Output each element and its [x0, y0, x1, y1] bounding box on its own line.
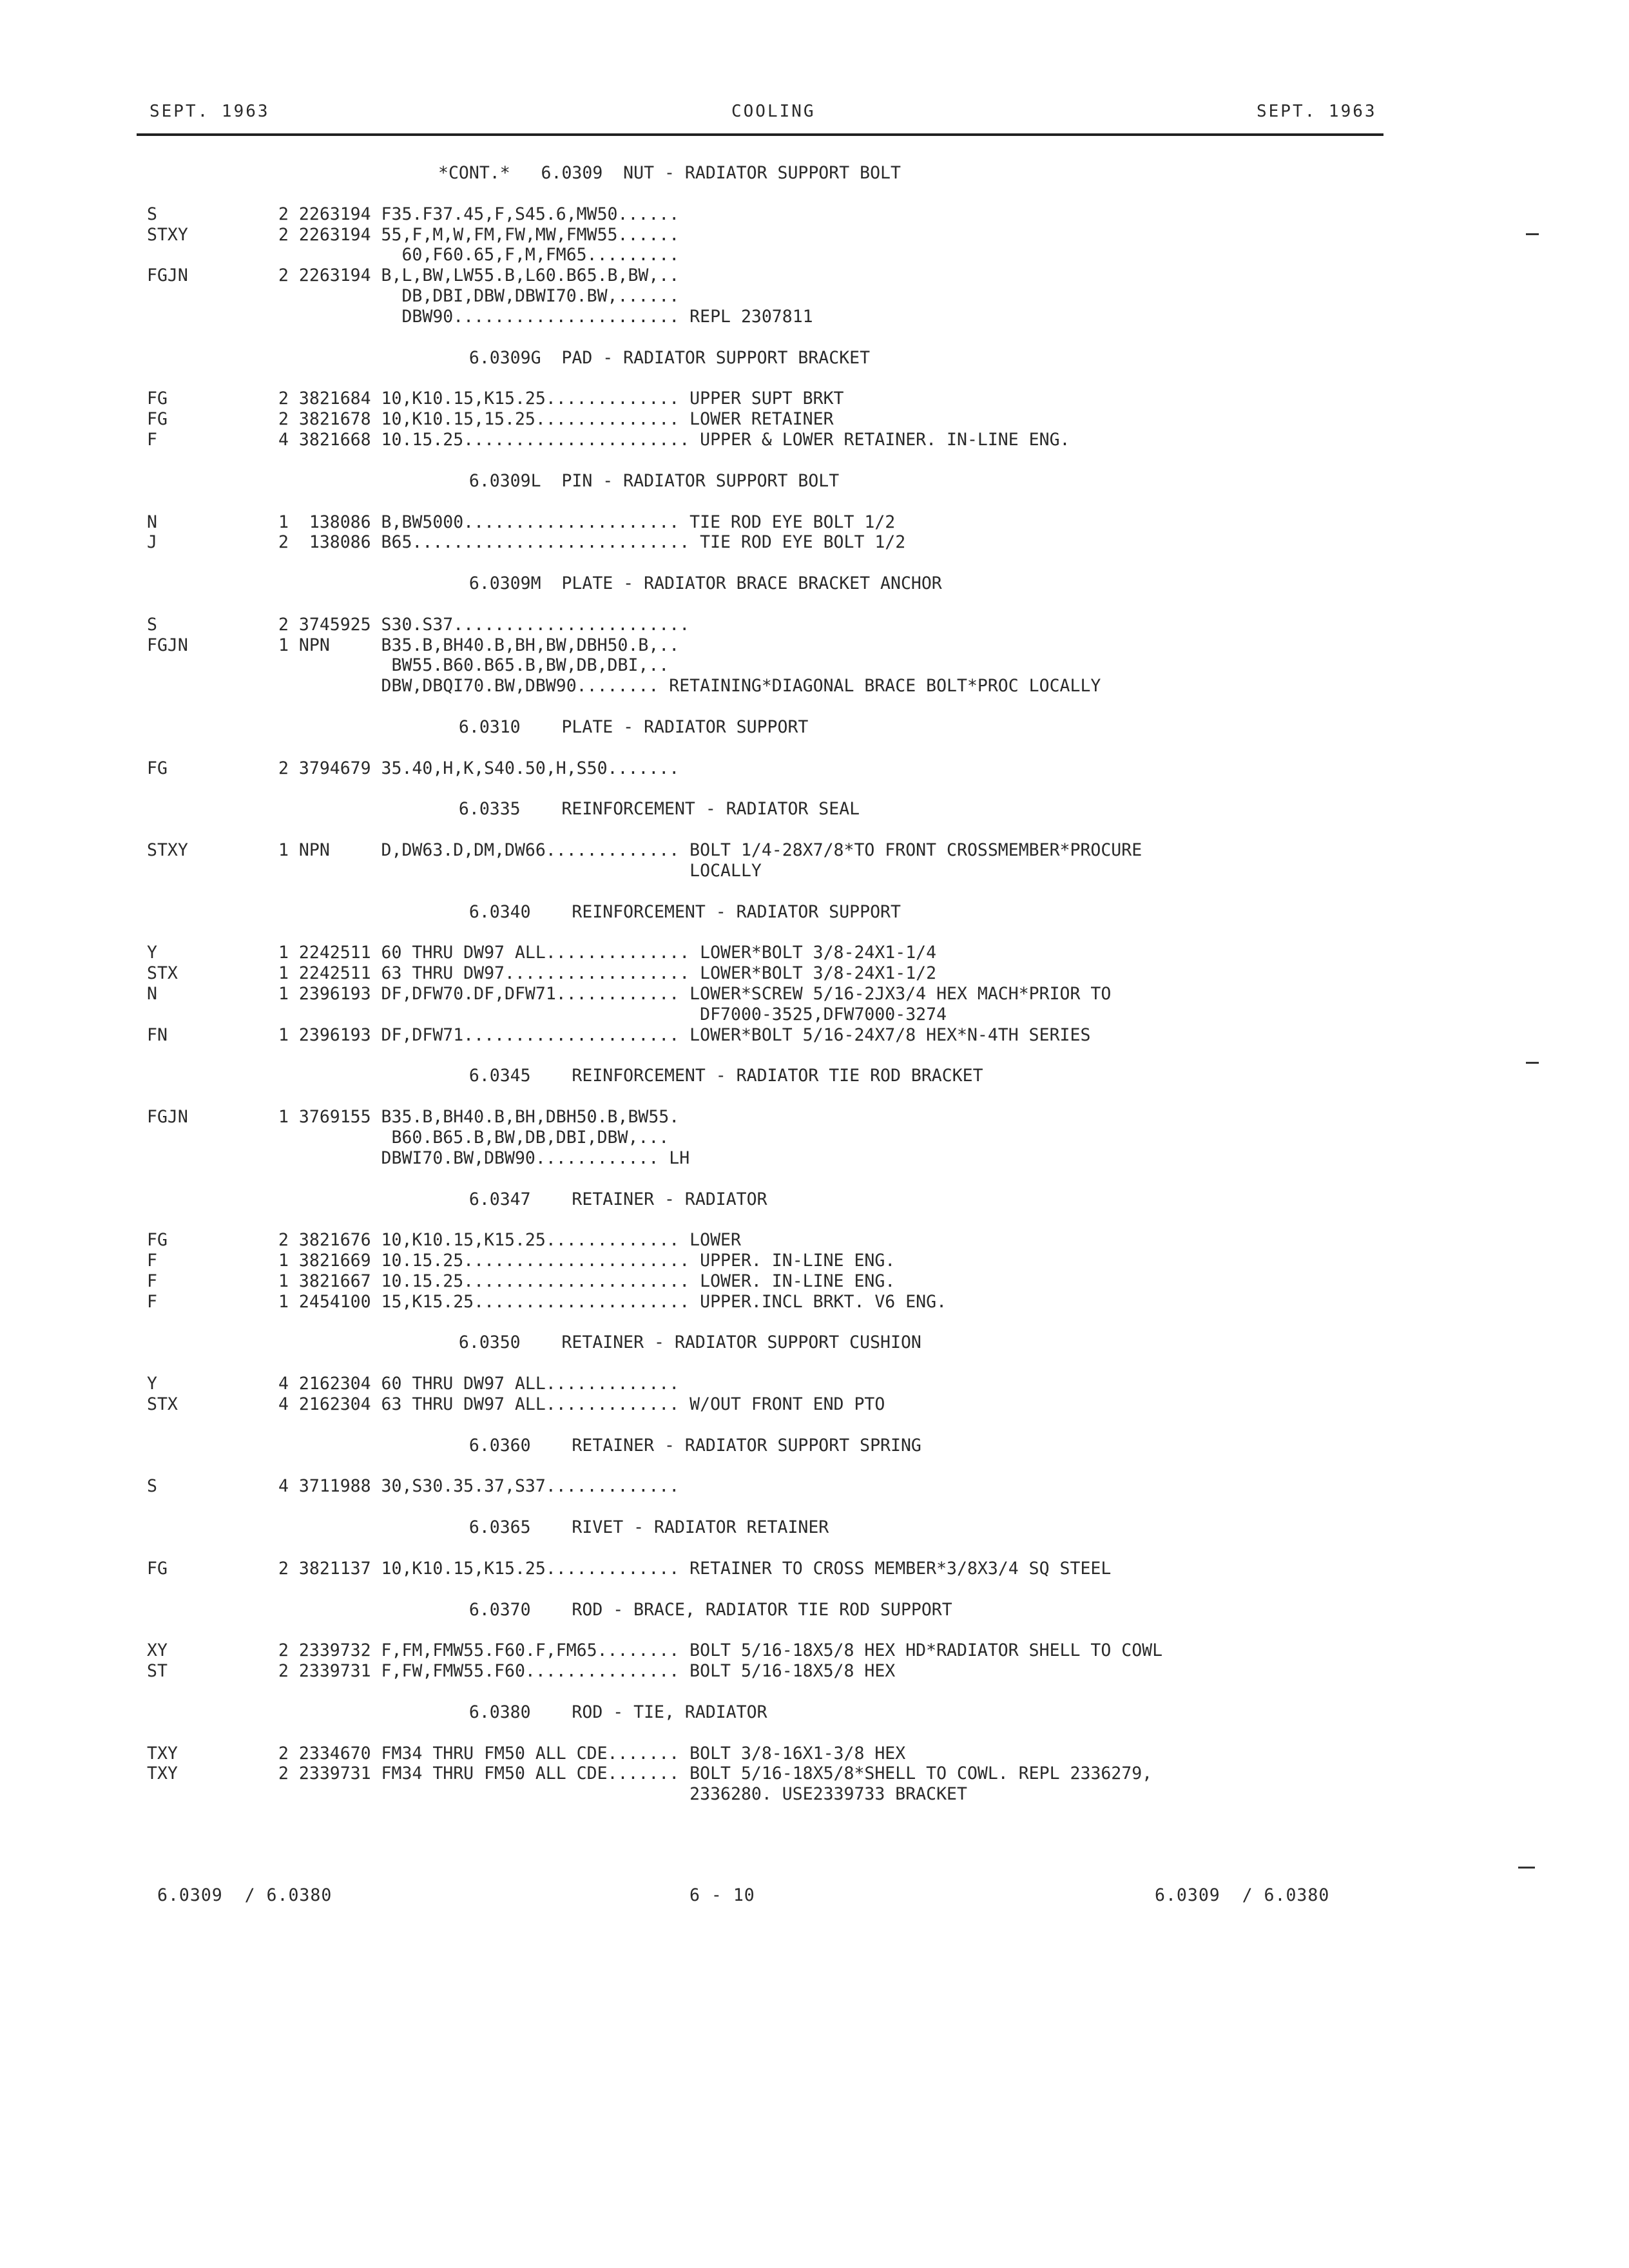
- part-entry: 60,F60.65,F,M,FM65.........: [278, 245, 680, 265]
- part-entry: 1 2242511 63 THRU DW97.................. LOWER*BOLT 3/8-24X1-1/2: [278, 963, 937, 984]
- part-entry: 4 2162304 60 THRU DW97 ALL.............: [278, 1374, 680, 1394]
- model-code: F: [147, 1291, 157, 1312]
- part-entry: 4 3821668 10.15.25...................... UPPER & LOWER RETAINER. IN-LINE ENG.: [278, 430, 1070, 450]
- model-code: F: [147, 1251, 157, 1271]
- model-code: STXY: [147, 840, 188, 860]
- part-entry: 2 3821137 10,K10.15,K15.25............. RETAINER TO CROSS MEMBER*3/8X3/4 SQ STEEL: [278, 1558, 1112, 1579]
- model-code: XY: [147, 1640, 168, 1661]
- model-code: TXY: [147, 1743, 178, 1763]
- model-code: FG: [147, 409, 168, 430]
- model-code: FG: [147, 1558, 168, 1579]
- section-heading-text: 6.0309M PLATE - RADIATOR BRACE BRACKET ANCHOR: [438, 573, 942, 593]
- part-entry: B60.B65.B,BW,DB,DBI,DBW,...: [278, 1128, 670, 1148]
- footer-left-range: 6.0309 / 6.0380: [157, 1885, 333, 1905]
- model-code: TXY: [147, 1763, 178, 1784]
- part-entry: 2 2334670 FM34 THRU FM50 ALL CDE....... BOLT 3/8-16X1-3/8 HEX: [278, 1743, 906, 1763]
- model-code: FG: [147, 1230, 168, 1251]
- part-entry: 2 138086 B65........................... TIE ROD EYE BOLT 1/2: [278, 532, 906, 553]
- model-code: FGJN: [147, 265, 188, 286]
- section-heading-text: 6.0340 REINFORCEMENT - RADIATOR SUPPORT: [438, 901, 901, 922]
- header-right-date: SEPT. 1963: [1257, 102, 1377, 121]
- section-heading-text: 6.0350 RETAINER - RADIATOR SUPPORT CUSHION: [438, 1332, 921, 1353]
- model-code: F: [147, 430, 157, 450]
- model-code: S: [147, 1476, 157, 1497]
- part-entry: 2 3821678 10,K10.15,15.25.............. LOWER RETAINER: [278, 409, 834, 430]
- footer-right-range: 6.0309 / 6.0380: [1155, 1885, 1330, 1905]
- part-entry: 1 3769155 B35.B,BH40.B,BH,DBH50.B,BW55.: [278, 1107, 680, 1128]
- part-entry: DBW90...................... REPL 2307811: [278, 307, 813, 327]
- part-entry: 2 2339731 FM34 THRU FM50 ALL CDE....... BOLT 5/16-18X5/8*SHELL TO COWL. REPL 2336279,: [278, 1763, 1153, 1784]
- part-entry: 1 138086 B,BW5000..................... TIE ROD EYE BOLT 1/2: [278, 512, 896, 532]
- part-entry: 2 3745925 S30.S37.......................: [278, 614, 690, 635]
- part-entry: LOCALLY: [278, 860, 762, 881]
- section-heading-text: 6.0365 RIVET - RADIATOR RETAINER: [438, 1517, 829, 1538]
- part-entry: 2 2263194 55,F,M,W,FM,FW,MW,FMW55......: [278, 224, 680, 245]
- part-entry: DBWI70.BW,DBW90............ LH: [278, 1148, 690, 1168]
- part-entry: 2336280. USE2339733 BRACKET: [278, 1784, 967, 1805]
- part-entry: 2 3821676 10,K10.15,K15.25............. LOWER: [278, 1230, 741, 1251]
- margin-mark: [1526, 233, 1539, 235]
- footer-page-number: 6 - 10: [689, 1885, 755, 1905]
- part-entry: 1 NPN D,DW63.D,DM,DW66............. BOLT 1/4-28X7/8*TO FRONT CROSSMEMBER*PROCURE: [278, 840, 1142, 860]
- margin-mark: [1518, 1867, 1535, 1869]
- model-code: N: [147, 512, 157, 532]
- model-code: FGJN: [147, 635, 188, 655]
- model-code: FG: [147, 389, 168, 409]
- model-code: ST: [147, 1661, 168, 1682]
- section-heading-text: 6.0380 ROD - TIE, RADIATOR: [438, 1702, 767, 1722]
- section-heading-text: 6.0360 RETAINER - RADIATOR SUPPORT SPRING: [438, 1435, 921, 1456]
- section-heading-text: 6.0345 REINFORCEMENT - RADIATOR TIE ROD BRACKET: [438, 1066, 983, 1086]
- model-code: FN: [147, 1024, 168, 1045]
- model-code: S: [147, 614, 157, 635]
- model-code: FGJN: [147, 1107, 188, 1128]
- part-entry: 2 3794679 35.40,H,K,S40.50,H,S50.......: [278, 758, 680, 778]
- part-entry: DBW,DBQI70.BW,DBW90........ RETAINING*DIAGONAL BRACE BOLT*PROC LOCALLY: [278, 676, 1101, 697]
- section-heading-text: 6.0309L PIN - RADIATOR SUPPORT BOLT: [438, 470, 840, 491]
- section-heading-text: *CONT.* 6.0309 NUT - RADIATOR SUPPORT BOLT: [438, 163, 901, 183]
- part-entry: 2 2339731 F,FW,FMW55.F60............... BOLT 5/16-18X5/8 HEX: [278, 1661, 896, 1682]
- model-code: Y: [147, 943, 157, 963]
- part-entry: 1 2396193 DF,DFW71..................... LOWER*BOLT 5/16-24X7/8 HEX*N-4TH SERIES: [278, 1024, 1091, 1045]
- margin-mark: [1526, 1062, 1539, 1064]
- model-code: J: [147, 532, 157, 553]
- model-code: STXY: [147, 224, 188, 245]
- part-entry: 1 2242511 60 THRU DW97 ALL.............. LOWER*BOLT 3/8-24X1-1/4: [278, 943, 937, 963]
- model-code: S: [147, 204, 157, 224]
- model-code: STX: [147, 963, 178, 984]
- part-entry: 1 2454100 15,K15.25..................... UPPER.INCL BRKT. V6 ENG.: [278, 1291, 947, 1312]
- model-code: Y: [147, 1374, 157, 1394]
- part-entry: DF7000-3525,DFW7000-3274: [278, 1004, 947, 1024]
- model-code: F: [147, 1271, 157, 1291]
- header-section-title: COOLING: [731, 102, 816, 121]
- section-heading-text: 6.0310 PLATE - RADIATOR SUPPORT: [438, 717, 809, 737]
- header-left-date: SEPT. 1963: [149, 102, 270, 121]
- part-entry: 2 3821684 10,K10.15,K15.25............. UPPER SUPT BRKT: [278, 389, 844, 409]
- part-entry: 4 2162304 63 THRU DW97 ALL............. W/OUT FRONT END PTO: [278, 1394, 885, 1414]
- part-entry: 2 2263194 B,L,BW,LW55.B,L60.B65.B,BW,..: [278, 265, 680, 286]
- part-entry: 1 3821669 10.15.25...................... UPPER. IN-LINE ENG.: [278, 1251, 896, 1271]
- part-entry: 1 NPN B35.B,BH40.B,BH,BW,DBH50.B,..: [278, 635, 680, 655]
- section-heading-text: 6.0309G PAD - RADIATOR SUPPORT BRACKET: [438, 347, 871, 368]
- section-heading-text: 6.0335 REINFORCEMENT - RADIATOR SEAL: [438, 799, 860, 820]
- section-heading-text: 6.0347 RETAINER - RADIATOR: [438, 1189, 767, 1209]
- part-entry: 1 3821667 10.15.25...................... LOWER. IN-LINE ENG.: [278, 1271, 896, 1291]
- part-entry: 2 2263194 F35.F37.45,F,S45.6,MW50......: [278, 204, 680, 224]
- part-entry: 4 3711988 30,S30.35.37,S37.............: [278, 1476, 680, 1497]
- part-entry: 1 2396193 DF,DFW70.DF,DFW71............ LOWER*SCREW 5/16-2JX3/4 HEX MACH*PRIOR TO: [278, 984, 1112, 1004]
- part-entry: DB,DBI,DBW,DBWI70.BW,......: [278, 286, 680, 307]
- part-entry: BW55.B60.B65.B,BW,DB,DBI,..: [278, 655, 670, 676]
- section-heading-text: 6.0370 ROD - BRACE, RADIATOR TIE ROD SUPPORT: [438, 1599, 952, 1620]
- model-code: STX: [147, 1394, 178, 1414]
- model-code: N: [147, 984, 157, 1004]
- part-entry: 2 2339732 F,FM,FMW55.F60.F,FM65........ BOLT 5/16-18X5/8 HEX HD*RADIATOR SHELL TO COWL: [278, 1640, 1163, 1661]
- model-code: FG: [147, 758, 168, 778]
